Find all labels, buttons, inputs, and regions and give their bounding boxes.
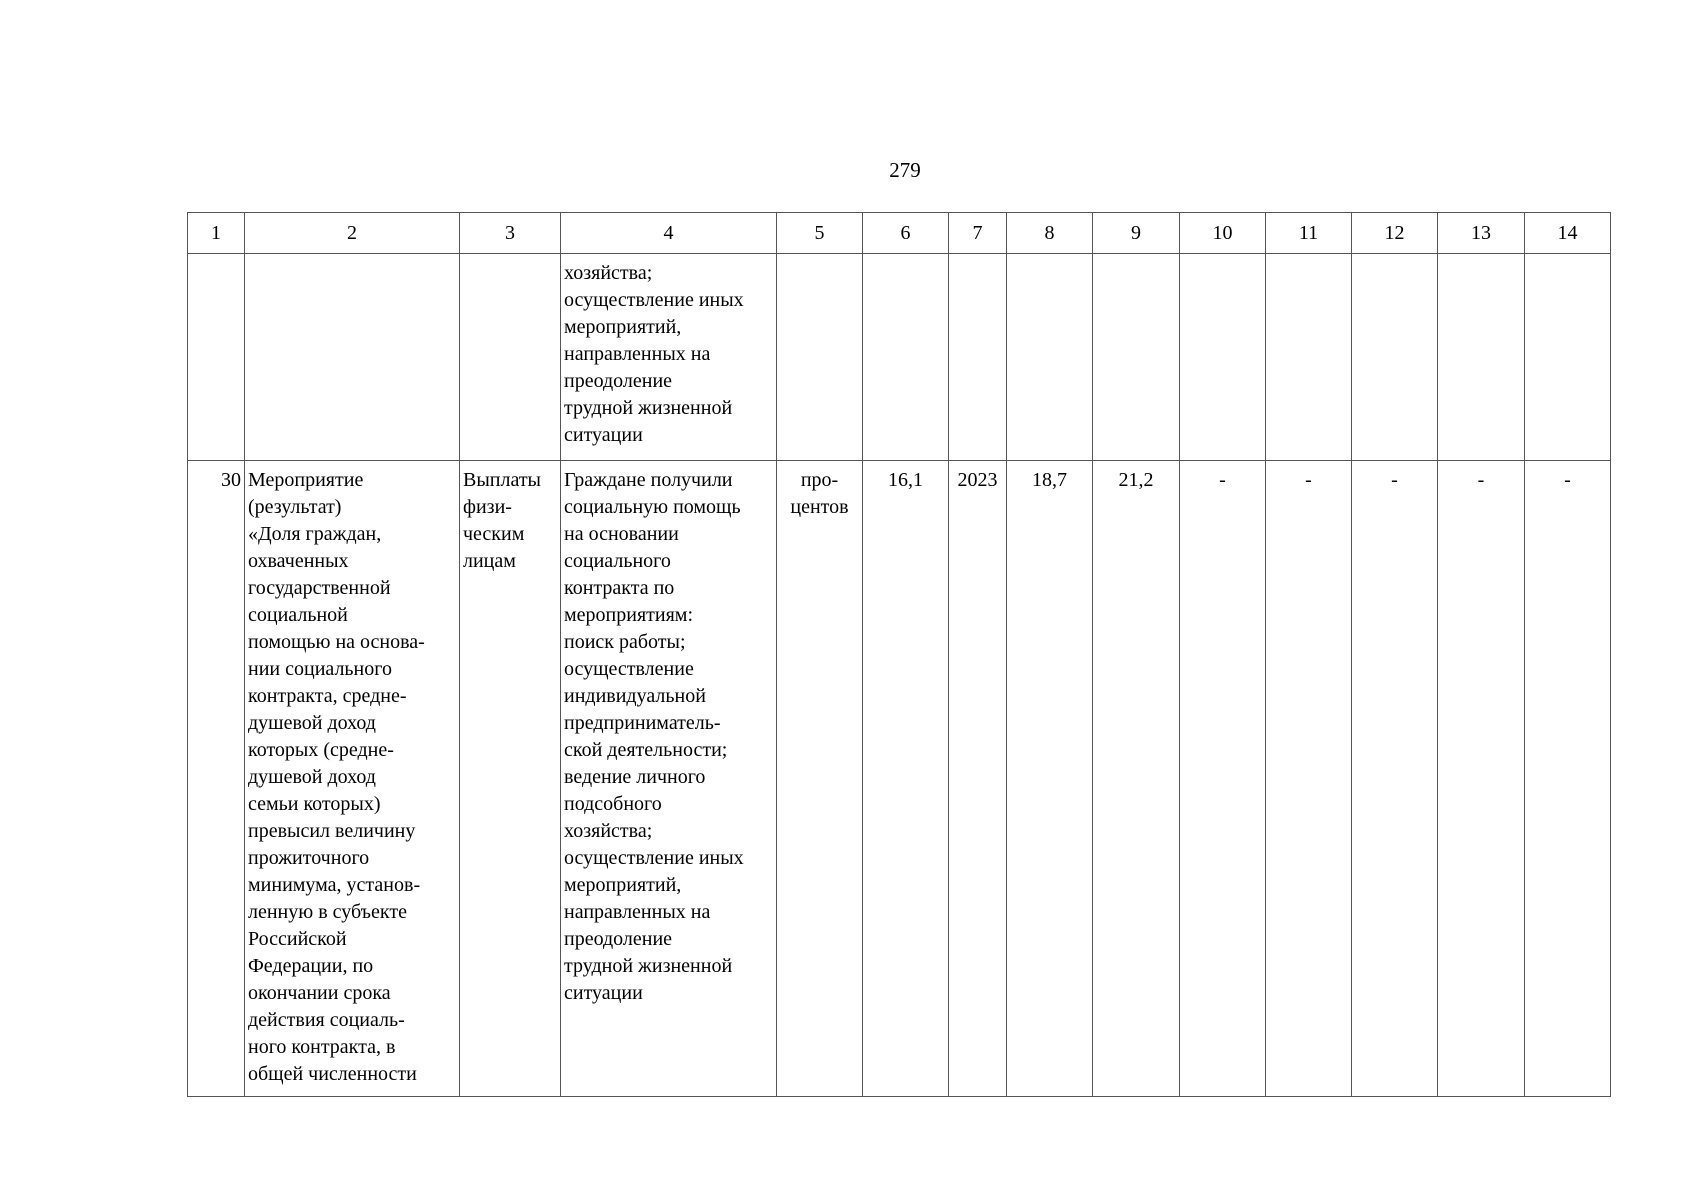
column-header-14: 14 (1525, 213, 1611, 254)
cell-empty (1007, 254, 1093, 461)
page-number: 279 (889, 158, 921, 182)
row-number: 30 (188, 461, 245, 1097)
column-header-8: 8 (1007, 213, 1093, 254)
unit-cell: про- центов (777, 461, 863, 1097)
column-header-4: 4 (561, 213, 777, 254)
table-row-30 (188, 461, 1611, 1097)
measure-description: Граждане получили социальную помощь на основании социального контракта по мероприятиям: поиск работы; осуществление индивидуальной предприниматель- ской деятельности; ведение личного подсобного хозяйства; осуществление иных мероприятий, направленных на преодоление трудной жизненной ситуации (561, 461, 777, 1097)
cell-empty (1352, 254, 1438, 461)
continuation-description: хозяйства; осуществление иных мероприятий, направленных на преодоление трудной жизненной ситуации (561, 254, 777, 461)
measure-type: Выплаты физи- ческим лицам (460, 461, 561, 1097)
column-header-11: 11 (1266, 213, 1352, 254)
cell-empty (949, 254, 1007, 461)
value-col12: - (1352, 461, 1438, 1097)
column-header-1: 1 (188, 213, 245, 254)
column-header-2: 2 (245, 213, 460, 254)
continuation-row (188, 254, 1611, 461)
cell-empty (1266, 254, 1352, 461)
cell-empty (1438, 254, 1525, 461)
header-row (188, 213, 1611, 254)
column-header-9: 9 (1093, 213, 1180, 254)
data-table (187, 212, 1611, 1097)
value-col9: 21,2 (1093, 461, 1180, 1097)
column-header-6: 6 (863, 213, 949, 254)
cell-empty (188, 254, 245, 461)
column-header-13: 13 (1438, 213, 1525, 254)
column-header-3: 3 (460, 213, 561, 254)
value-col14: - (1525, 461, 1611, 1097)
cell-empty (777, 254, 863, 461)
measure-name: Мероприятие (результат) «Доля граждан, охваченных государственной социальной помощью на основа- нии социального контракта, средне- душевой доход которых (средне- душевой доход семьи которых) превысил величину прожиточного минимума, установ- ленную в субъекте Российской Федерации, по окончании срока действия социаль- ного контракта, в общей численности (245, 461, 460, 1097)
cell-empty (1525, 254, 1611, 461)
cell-empty (245, 254, 460, 461)
cell-empty (863, 254, 949, 461)
cell-empty (460, 254, 561, 461)
value-col7: 2023 (949, 461, 1007, 1097)
value-col13: - (1438, 461, 1525, 1097)
column-header-10: 10 (1180, 213, 1266, 254)
column-header-5: 5 (777, 213, 863, 254)
value-col11: - (1266, 461, 1352, 1097)
cell-empty (1093, 254, 1180, 461)
value-col8: 18,7 (1007, 461, 1093, 1097)
value-col10: - (1180, 461, 1266, 1097)
cell-empty (1180, 254, 1266, 461)
value-col6: 16,1 (863, 461, 949, 1097)
column-header-7: 7 (949, 213, 1007, 254)
column-header-12: 12 (1352, 213, 1438, 254)
